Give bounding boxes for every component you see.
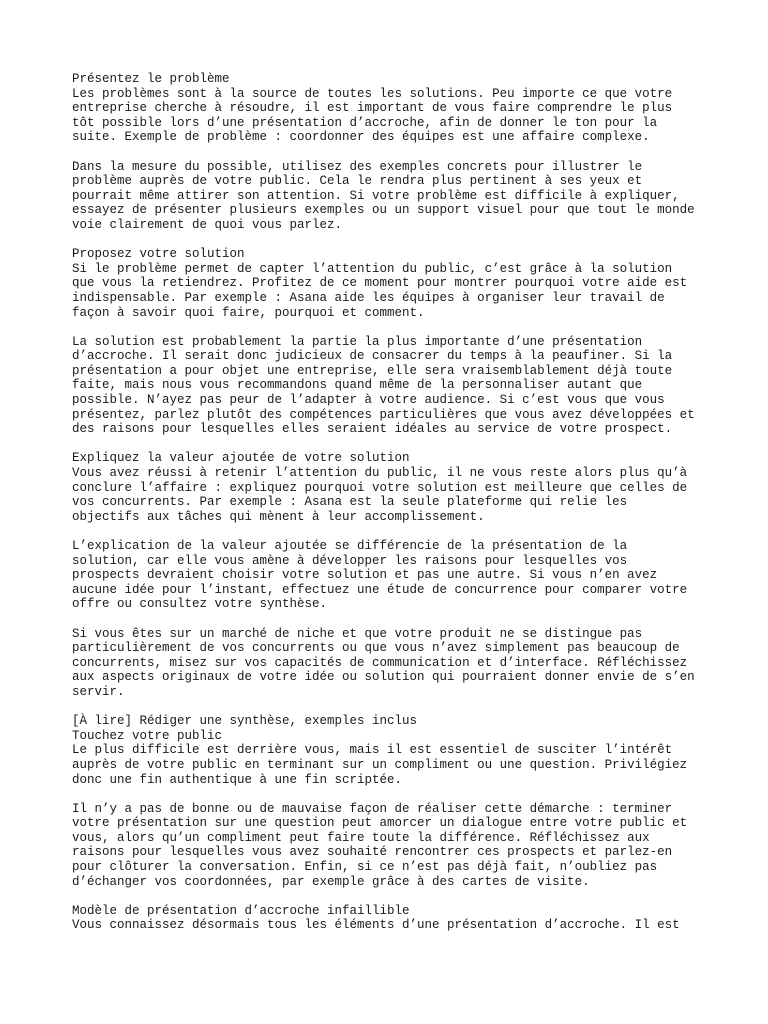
text-line: possible. N’ayez pas peur de l’adapter à votre audience. Si c’est vous que vous bbox=[72, 393, 665, 408]
paragraph-niche bbox=[72, 627, 712, 700]
text-line: aux aspects originaux de votre idée ou solution qui pourraient donner envie de s’en bbox=[72, 670, 695, 685]
text-line: prospects devraient choisir votre solution et pas une autre. Si vous n’en avez bbox=[72, 568, 658, 583]
text-line: conclure l’affaire : expliquez pourquoi votre solution est meilleure que celles de bbox=[72, 480, 688, 495]
text-line: façon à savoir quoi faire, pourquoi et comment. bbox=[72, 305, 425, 320]
paragraph-value-detail bbox=[72, 539, 712, 612]
section-heading: Modèle de présentation d’accroche infaillible bbox=[72, 903, 410, 918]
text-line: entreprise cherche à résoudre, il est important de vous faire comprendre le plus bbox=[72, 101, 673, 116]
text-line: Vous connaissez désormais tous les éléments d’une présentation d’accroche. Il est bbox=[72, 918, 680, 933]
text-line: L’explication de la valeur ajoutée se différencie de la présentation de la bbox=[72, 539, 628, 553]
text-line: tôt possible lors d’une présentation d’accroche, afin de donner le ton pour la bbox=[72, 115, 658, 130]
text-line: indispensable. Par exemple : Asana aide les équipes à organiser leur travail de bbox=[72, 290, 665, 305]
text-line: donc une fin authentique à une fin scriptée. bbox=[72, 772, 403, 787]
section-heading: Proposez votre solution bbox=[72, 247, 245, 262]
text-line: essayez de présenter plusieurs exemples ou un support visuel pour que tout le monde bbox=[72, 203, 695, 218]
text-line: concurrents, misez sur vos capacités de communication et d’interface. Réfléchissez bbox=[72, 655, 688, 670]
document-page bbox=[72, 72, 712, 948]
text-line: objectifs aux tâches qui mènent à leur accomplissement. bbox=[72, 509, 485, 524]
text-line: présentation a pour objet une entreprise, elle sera vraisemblablement déjà toute bbox=[72, 363, 673, 378]
read-more-link[interactable]: [À lire] Rédiger une synthèse, exemples inclus bbox=[72, 714, 418, 729]
text-line: pour clôturer la conversation. Enfin, si ce n’est pas déjà fait, n’oubliez pas bbox=[72, 860, 658, 875]
text-line: aucune idée pour l’instant, effectuez une étude de concurrence pour comparer votre bbox=[72, 582, 688, 597]
text-line: auprès de votre public en terminant sur un compliment ou une question. Privilégiez bbox=[72, 757, 688, 772]
text-line: servir. bbox=[72, 684, 125, 699]
section-heading: Touchez votre public bbox=[72, 728, 223, 743]
paragraph-ending bbox=[72, 802, 712, 890]
text-line: La solution est probablement la partie la plus importante d’une présentation bbox=[72, 334, 643, 349]
text-line: suite. Exemple de problème : coordonner des équipes est une affaire complexe. bbox=[72, 130, 650, 145]
section-value bbox=[72, 451, 712, 524]
text-line: vous, alors qu’un compliment peut faire toute la différence. Réfléchissez aux bbox=[72, 830, 650, 845]
text-line: pourrait même attirer son attention. Si votre problème est difficile à expliquer, bbox=[72, 188, 680, 203]
section-template bbox=[72, 904, 712, 933]
text-line: des raisons pour lesquelles elles seraient idéales au service de votre prospect. bbox=[72, 422, 673, 437]
text-line: vos concurrents. Par exemple : Asana est la seule plateforme qui relie les bbox=[72, 495, 628, 510]
section-solution bbox=[72, 247, 712, 320]
text-line: solution, car elle vous amène à développer les raisons pour lesquelles vos bbox=[72, 553, 628, 568]
text-line: voie clairement de quoi vous parlez. bbox=[72, 217, 343, 232]
section-audience bbox=[72, 714, 712, 787]
text-line: que vous la retiendrez. Profitez de ce moment pour montrer pourquoi votre aide est bbox=[72, 276, 688, 291]
section-problem bbox=[72, 72, 712, 145]
paragraph-solution-detail bbox=[72, 335, 712, 437]
text-line: présentez, parlez plutôt des compétences particulières que vous avez développées et bbox=[72, 407, 695, 422]
text-line: Si le problème permet de capter l’attention du public, c’est grâce à la solution bbox=[72, 261, 673, 276]
text-line: particulièrement de vos concurrents ou que vous n’avez simplement pas beaucoup de bbox=[72, 641, 680, 656]
text-line: Les problèmes sont à la source de toutes les solutions. Peu importe ce que votre bbox=[72, 86, 673, 101]
text-line: d’échanger vos coordonnées, par exemple grâce à des cartes de visite. bbox=[72, 874, 590, 889]
text-line: d’accroche. Il serait donc judicieux de consacrer du temps à la peaufiner. Si la bbox=[72, 349, 673, 364]
text-line: Le plus difficile est derrière vous, mais il est essentiel de susciter l’intérêt bbox=[72, 743, 673, 758]
text-line: Vous avez réussi à retenir l’attention du public, il ne vous reste alors plus qu’à bbox=[72, 466, 688, 481]
text-line: faite, mais nous vous recommandons quand même de la personnaliser autant que bbox=[72, 378, 643, 393]
section-heading: Expliquez la valeur ajoutée de votre solution bbox=[72, 451, 410, 466]
text-line: offre ou consultez votre synthèse. bbox=[72, 597, 328, 612]
text-line: problème auprès de votre public. Cela le rendra plus pertinent à ses yeux et bbox=[72, 174, 643, 189]
text-line: raisons pour lesquelles vous avez souhaité rencontrer ces prospects et parlez-en bbox=[72, 845, 673, 860]
text-line: Si vous êtes sur un marché de niche et que votre produit ne se distingue pas bbox=[72, 626, 643, 641]
section-heading: Présentez le problème bbox=[72, 72, 230, 86]
paragraph-examples bbox=[72, 160, 712, 233]
text-line: Dans la mesure du possible, utilisez des exemples concrets pour illustrer le bbox=[72, 159, 643, 174]
text-line: Il n’y a pas de bonne ou de mauvaise façon de réaliser cette démarche : terminer bbox=[72, 801, 673, 816]
text-line: votre présentation sur une question peut amorcer un dialogue entre votre public et bbox=[72, 816, 688, 831]
